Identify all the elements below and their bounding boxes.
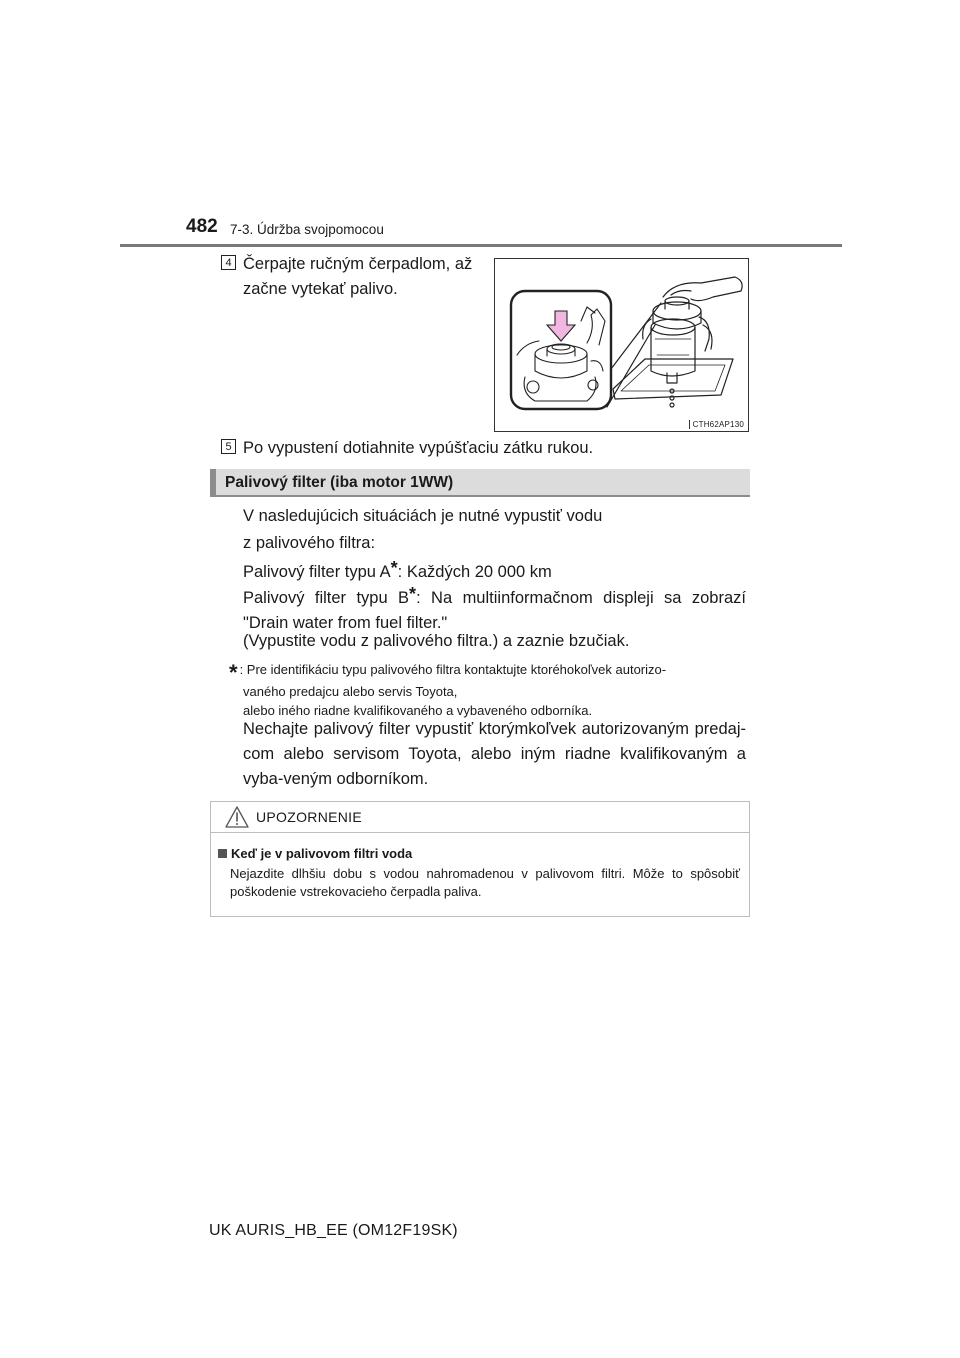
section-band bbox=[210, 469, 750, 497]
filter-b-suffix: : Na multiinformačnom displeji sa zobrazí "Drain water from fuel filter." bbox=[243, 589, 746, 632]
caution-subheading-text: Keď je v palivovom filtri voda bbox=[231, 846, 413, 861]
translation-line: (Vypustite vodu z palivového filtra.) a zaznie bzučiak. bbox=[243, 632, 630, 650]
page-number: 482 bbox=[186, 216, 218, 237]
step-4-text: Čerpajte ručným čerpadlom, až začne vytekať palivo. bbox=[243, 255, 473, 298]
intro-line-2: z palivového filtra: bbox=[243, 534, 376, 552]
bullet-square-icon bbox=[218, 849, 227, 858]
footnote-line-3: alebo iného riadne kvalifikovaného a vybaveného odborníka. bbox=[243, 703, 593, 718]
document-code: UK AURIS_HB_EE (OM12F19SK) bbox=[209, 1222, 458, 1239]
warning-triangle-icon bbox=[224, 805, 250, 829]
caution-box bbox=[210, 801, 750, 917]
filter-b-prefix: Palivový filter typu B bbox=[243, 589, 410, 607]
footnote-line-1 bbox=[229, 660, 744, 685]
step-5-text: Po vypustení dotiahnite vypúšťaciu zátku rukou. bbox=[243, 439, 594, 457]
closing-paragraph: Nechajte palivový filter vypustiť ktorýmkoľvek autorizovaným predaj-com alebo servisom Toyota, alebo iným riadne kvalifikovaným a vyba-veným odborníkom. bbox=[243, 720, 746, 788]
section-band-title: Palivový filter (iba motor 1WW) bbox=[225, 474, 454, 491]
filter-a-star: * bbox=[390, 558, 398, 578]
filter-type-b bbox=[243, 582, 746, 636]
filter-b-star: * bbox=[409, 584, 417, 604]
footnote-line-1-text: : Pre identifikáciu typu palivového filtra kontaktujte ktoréhokoľvek autorizo- bbox=[239, 662, 667, 677]
section-title: 7-3. Údržba svojpomocou bbox=[230, 222, 384, 237]
step-number-4: 4 bbox=[221, 255, 236, 270]
fuel-filter-drawing bbox=[495, 259, 748, 431]
footnote-line-2: vaného predajcu alebo servis Toyota, bbox=[243, 684, 458, 699]
footnote bbox=[229, 660, 744, 720]
caution-header bbox=[211, 802, 749, 833]
header-rule bbox=[120, 244, 842, 247]
figure-code: CTH62AP130 bbox=[689, 420, 744, 429]
intro-line-1: V nasledujúcich situáciách je nutné vypustiť vodu bbox=[243, 507, 603, 525]
caution-subheading bbox=[218, 846, 412, 861]
caution-body: Nejazdite dlhšiu dobu s vodou nahromadenou v palivovom filtri. Môže to spôsobiť poškodenie vstrekovacieho čerpadla paliva. bbox=[230, 866, 740, 899]
filter-a-prefix: Palivový filter typu A bbox=[243, 563, 391, 581]
filter-type-a bbox=[243, 556, 746, 585]
footnote-star: * bbox=[229, 660, 238, 685]
filter-a-suffix: : Každých 20 000 km bbox=[397, 563, 552, 581]
caution-label: UPOZORNENIE bbox=[256, 809, 362, 825]
step-number-5: 5 bbox=[221, 439, 236, 454]
fuel-pump-illustration bbox=[494, 258, 749, 432]
